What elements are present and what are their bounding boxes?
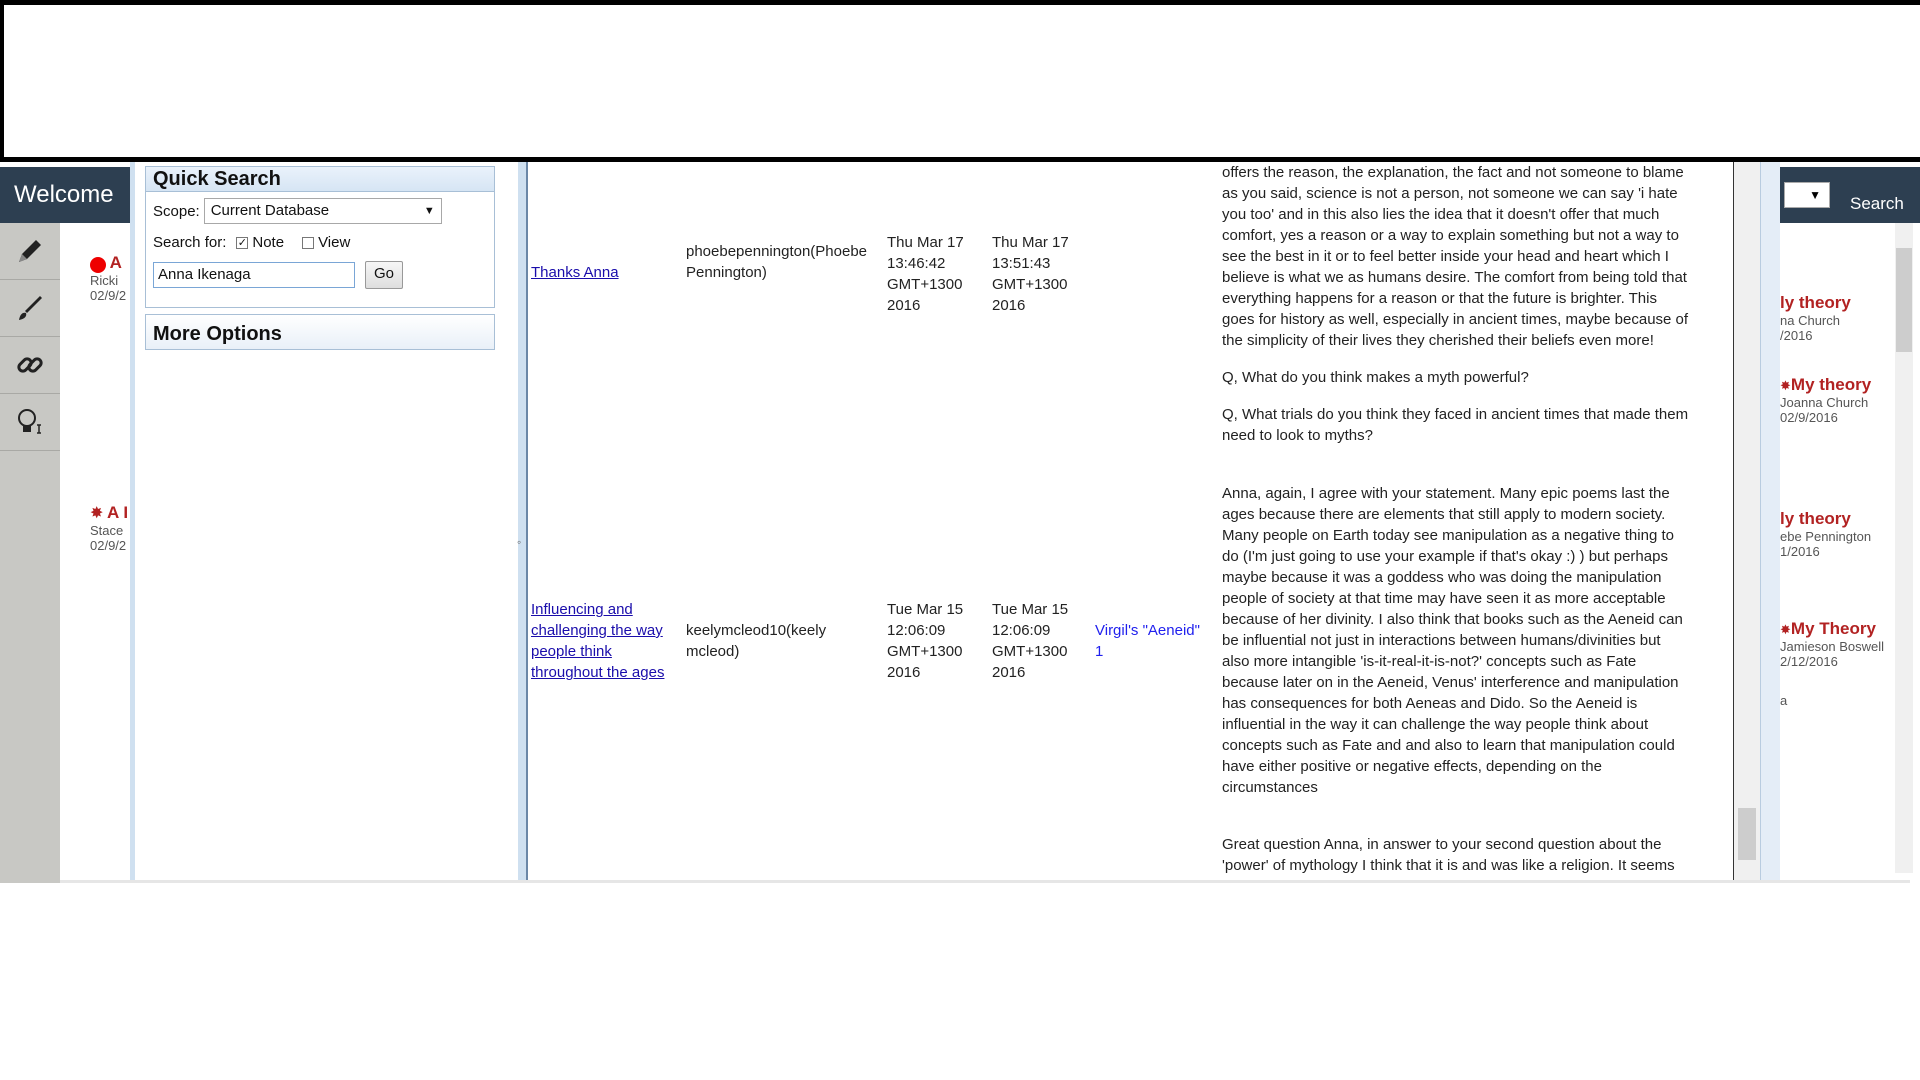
- text-line: 2016: [992, 664, 1026, 681]
- welcome-header: Welcome: [0, 167, 130, 223]
- left-notes-panel: [60, 223, 130, 883]
- text-line: 2016: [887, 664, 921, 681]
- note-date: 02/9/2: [90, 288, 127, 303]
- blank-top-banner: [0, 0, 1920, 162]
- text-line: Thu Mar 17: [992, 234, 1069, 251]
- text-line: maybe because it was a goddess who was doing the manipulation: [1222, 569, 1662, 586]
- note-author: a: [1780, 693, 1788, 708]
- brush-tool[interactable]: [0, 280, 60, 337]
- text-line: because of her divinity. I also think that books such as the Aeneid can: [1222, 611, 1683, 628]
- star-burst-icon: ✸: [1780, 622, 1791, 637]
- tool-rail: [0, 223, 60, 883]
- text-line[interactable]: Influencing and: [531, 601, 633, 618]
- text-line: 2016: [887, 297, 921, 314]
- pencil-icon: [15, 236, 45, 266]
- right-scroll-thumb[interactable]: [1896, 248, 1912, 352]
- text-line: Tue Mar 15: [887, 601, 964, 618]
- text-line: do (I'm just going to use your example if that's okay :) ) but perhaps: [1222, 548, 1668, 565]
- view-checkbox[interactable]: [302, 237, 314, 249]
- note-item[interactable]: [1780, 693, 1787, 708]
- note-date: 02/9/2: [90, 538, 127, 553]
- link-icon: [15, 350, 45, 380]
- text-line: GMT+1300: [992, 276, 1068, 293]
- note-checkbox-label: Note: [252, 234, 285, 251]
- note-author: na Church: [1780, 313, 1840, 328]
- note-item[interactable]: [1780, 619, 1884, 669]
- result-created: [887, 232, 964, 316]
- text-line: also more intangible 'is-it-real-it-is-not?' concepts such as Fate: [1222, 653, 1637, 670]
- search-button[interactable]: Search: [1850, 194, 1904, 213]
- quick-search-panel: [130, 162, 526, 883]
- text-line: Q, What trials do you think they faced in ancient times that made them: [1222, 406, 1689, 423]
- note-title: ly theory: [1780, 509, 1851, 528]
- note-text-top: [1222, 162, 1742, 446]
- text-line: everything happens for a reason or that the future is brighter. This: [1222, 290, 1657, 307]
- result-title-link[interactable]: Thanks Anna: [531, 264, 619, 281]
- text-line: comfort, yes a reason or a way to explain something but not a way to: [1222, 227, 1679, 244]
- text-line: because later on in the Aeneid, Venus' interference and manipulation: [1222, 674, 1679, 691]
- text-line: concepts such as Fate and and also to learn that manipulation could: [1222, 737, 1675, 754]
- text-line: 13:46:42: [887, 255, 946, 272]
- text-line: GMT+1300: [992, 643, 1068, 660]
- quick-search-title: Quick Search: [146, 167, 494, 192]
- note-author: Jamieson Boswell: [1780, 639, 1885, 654]
- chevron-down-icon: ▼: [1809, 188, 1821, 202]
- text-line: as you said, science is not a person, not someone we can say 'i hate: [1222, 185, 1678, 202]
- note-item[interactable]: [90, 503, 128, 553]
- text-line: mcleod): [686, 643, 740, 660]
- text-line[interactable]: people think: [531, 643, 612, 660]
- note-author: Joanna Church: [1780, 395, 1869, 410]
- note-date: 2/12/2016: [1780, 654, 1838, 669]
- note-author: Ricki: [90, 273, 119, 288]
- star-burst-icon: ✸: [90, 505, 104, 522]
- text-line: Tue Mar 15: [992, 601, 1069, 618]
- result-modified: [992, 232, 1069, 316]
- text-line: Many people on Earth today see manipulation as a negative thing to: [1222, 527, 1674, 544]
- link-tool[interactable]: [0, 337, 60, 394]
- go-button[interactable]: Go: [365, 261, 403, 289]
- text-line[interactable]: Virgil's "Aeneid": [1095, 622, 1200, 639]
- text-line: goes for history as well, especially in ancient times, maybe because of: [1222, 311, 1689, 328]
- results-scrollbar[interactable]: [1734, 162, 1760, 883]
- text-line: need to look to myths?: [1222, 427, 1373, 444]
- note-date: /2016: [1780, 328, 1813, 343]
- text-line: 'power' of mythology I think that it is and was like a religion. It seems: [1222, 857, 1675, 874]
- result-note-text: [1222, 483, 1742, 876]
- text-line: has consequences for both Aeneas and Dido. So the Aeneid is: [1222, 695, 1638, 712]
- note-date: 1/2016: [1780, 544, 1820, 559]
- panel-splitter[interactable]: [518, 162, 526, 883]
- result-author: [686, 620, 826, 662]
- note-item[interactable]: [1780, 375, 1871, 425]
- text-line: Thu Mar 17: [887, 234, 964, 251]
- text-line: 13:51:43: [992, 255, 1051, 272]
- view-checkbox-label: View: [318, 234, 351, 251]
- result-author: [686, 241, 867, 283]
- scope-label: Scope:: [153, 202, 200, 220]
- brush-icon: [15, 293, 45, 323]
- note-title: My theory: [1790, 375, 1872, 394]
- text-line: offers the reason, the explanation, the fact and not someone to blame: [1222, 164, 1684, 181]
- dialog-right-frame: [1760, 162, 1780, 883]
- quick-search-box: [145, 166, 495, 308]
- note-checkbox[interactable]: ✓: [237, 236, 247, 249]
- splitter-grip-icon[interactable]: ◦: [517, 535, 522, 549]
- text-line: the simplicity of their lives they cherished their beliefs even more!: [1222, 332, 1654, 349]
- note-author: ebe Pennington: [1780, 529, 1872, 544]
- text-line: 12:06:09: [992, 622, 1051, 639]
- text-line: Q, What do you think makes a myth powerful?: [1222, 369, 1529, 386]
- more-options-title[interactable]: More Options: [146, 315, 494, 349]
- bottom-edge: [60, 880, 1910, 883]
- more-options-box[interactable]: [145, 314, 495, 350]
- result-link-target[interactable]: [1095, 620, 1200, 662]
- text-line: influential in the way it can challenge the way people think about: [1222, 716, 1649, 733]
- text-line: ages because there are elements that still apply to modern society.: [1222, 506, 1666, 523]
- result-title-link[interactable]: [531, 599, 664, 683]
- result-created: [887, 599, 963, 683]
- note-item[interactable]: [90, 253, 126, 303]
- text-line: people of society at that time may have seen it as more acceptable: [1222, 590, 1666, 607]
- right-select[interactable]: [1784, 182, 1830, 208]
- text-line: be influential not just in interactions between humans/divinities but: [1222, 632, 1661, 649]
- text-line: believe is what we as humans desire. The comfort from being told that: [1222, 269, 1687, 286]
- note-date: 02/9/2016: [1780, 410, 1838, 425]
- text-line: 12:06:09: [887, 622, 946, 639]
- text-line[interactable]: throughout the ages: [531, 664, 665, 681]
- scope-value: Current Database: [210, 202, 330, 219]
- results-table: [526, 162, 1758, 883]
- note-item[interactable]: [1780, 293, 1851, 343]
- right-notes-panel: [1780, 223, 1895, 883]
- note-item[interactable]: [1780, 509, 1871, 559]
- text-line[interactable]: 1: [1095, 643, 1104, 660]
- note-title: My Theory: [1790, 619, 1876, 638]
- star-burst-icon: ✸: [1780, 378, 1791, 393]
- lightbulb-icon: [15, 407, 45, 437]
- note-author: Stace: [90, 523, 124, 538]
- pencil-tool[interactable]: [0, 223, 60, 280]
- text-line: GMT+1300: [887, 643, 963, 660]
- text-line[interactable]: challenging the way: [531, 622, 663, 639]
- text-line: Great question Anna, in answer to your second question about the: [1222, 836, 1662, 853]
- text-line: 2016: [992, 297, 1026, 314]
- text-line: GMT+1300: [887, 276, 963, 293]
- text-line: circumstances: [1222, 779, 1318, 796]
- chevron-down-icon: ▼: [423, 205, 435, 217]
- text-line: have either positive or negative effects, depending on the: [1222, 758, 1602, 775]
- text-line: Pennington): [686, 264, 767, 281]
- search-input[interactable]: Anna Ikenaga: [153, 262, 355, 288]
- search-for-label: Search for:: [153, 234, 227, 251]
- text-line: see the best in it or to feel better inside your head and heart which I: [1222, 248, 1669, 265]
- note-title: ly theory: [1780, 293, 1851, 312]
- text-line: you too' and in this also lies the idea that it doesn't offer that much: [1222, 206, 1660, 223]
- results-scroll-thumb[interactable]: [1738, 808, 1756, 860]
- note-title: A: [109, 253, 122, 272]
- text-line: phoebepennington(Phoebe: [686, 243, 868, 260]
- idea-tool[interactable]: [0, 394, 60, 451]
- scope-select[interactable]: [204, 198, 442, 224]
- red-dot-icon: [90, 257, 106, 273]
- result-modified: [992, 599, 1068, 683]
- note-title: A I: [107, 503, 129, 522]
- text-line: Anna, again, I agree with your statement. Many epic poems last the: [1222, 485, 1670, 502]
- text-line: keelymcleod10(keely: [686, 622, 827, 639]
